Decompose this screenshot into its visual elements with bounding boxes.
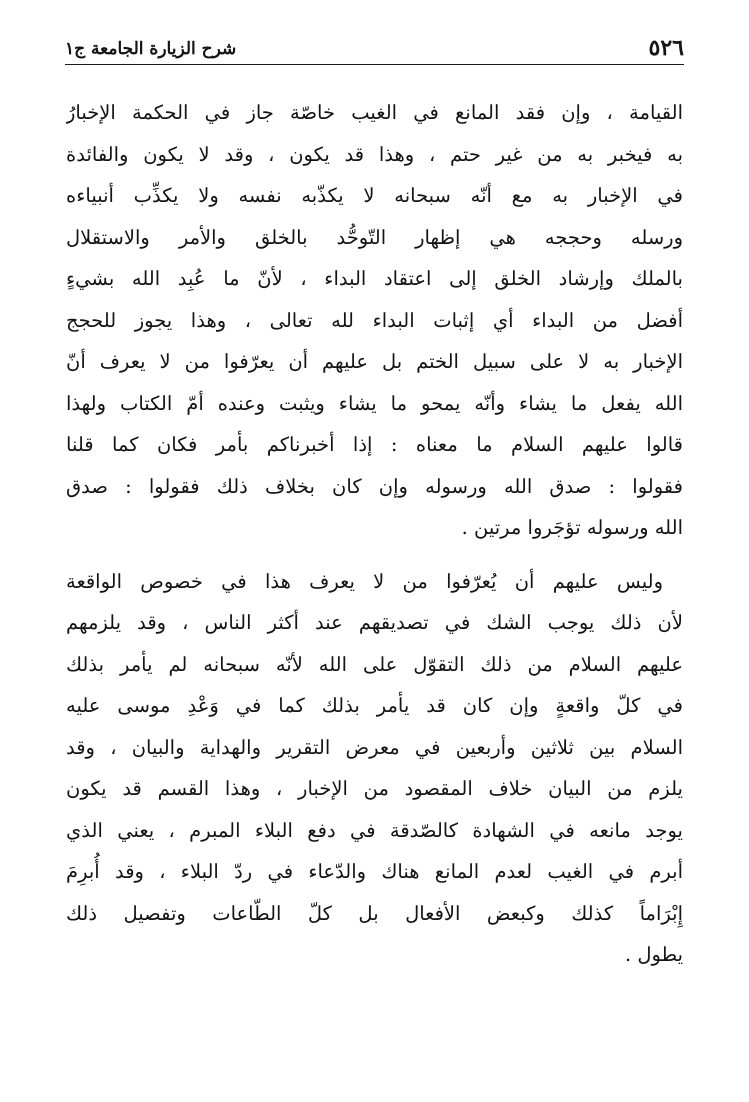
text-line: في الإخبار به مع أنّه سبحانه لا يكذّبه نفسه ولا يكذِّب أنبياءه: [66, 184, 683, 207]
page-number: ٥٢٦: [648, 35, 684, 61]
body-text: [66, 92, 683, 976]
text-line: لأن ذلك يوجب الشك في تصديقهم عند أكثر الناس ، وقد يلزمهم: [66, 611, 683, 634]
text-line: الإخبار به لا على سبيل الختم بل عليهم أن يعرّفوا من لا يعرف أنّ: [66, 350, 683, 373]
text-line: يوجد مانعه في الشهادة كالصّدقة في دفع البلاء المبرم ، يعني الذي: [66, 818, 683, 842]
paragraph-1: [66, 92, 683, 549]
text-line: به فيخبر به من غير حتم ، وهذا قد يكون ، وقد لا يكون والفائدة: [66, 142, 683, 166]
page-header: [65, 26, 684, 62]
text-line: وليس عليهم أن يُعرّفوا من لا يعرف هذا في خصوص الواقعة: [66, 569, 663, 593]
text-line: ورسله وحججه هي إظهار التّوحُّد بالخلق والأمر والاستقلال: [66, 225, 683, 249]
text-line: في كلّ واقعةٍ وإن كان قد يأمر بذلك كما في وَعْدِ موسى عليه: [66, 694, 683, 717]
text-line: أبرم في الغيب لعدم المانع هناك والدّعاء في ردّ البلاء ، وقد أُبرِمَ: [66, 860, 683, 883]
header-divider: [65, 64, 684, 65]
text-line: السلام بين ثلاثين وأربعين في معرض التقرير والهداية والبيان ، وقد: [66, 735, 683, 759]
text-line: قالوا عليهم السلام ما معناه : إذا أخبرناكم بأمر فكان كما قلنا: [66, 433, 683, 456]
text-line: إِبْرَاماً كذلك وكبعض الأفعال بل كلّ الطّاعات وتفصيل ذلك: [66, 901, 683, 925]
paragraph-2: [66, 561, 683, 976]
text-line: يلزم من البيان خلاف المقصود من الإخبار ، وهذا القسم قد يكون: [66, 777, 683, 800]
text-line: فقولوا : صدق الله ورسوله وإن كان بخلاف ذلك فقولوا : صدق: [66, 474, 683, 498]
running-title: شرح الزيارة الجامعة ج١: [65, 39, 237, 59]
text-line: الله يفعل ما يشاء وأنّه يمحو ما يشاء ويثبت وعنده أمّ الكتاب ولهذا: [66, 391, 683, 415]
text-line: القيامة ، وإن فقد المانع في الغيب خاصّة جاز في الحكمة الإخبارُ: [66, 101, 683, 124]
text-line: عليهم السلام من ذلك التقوّل على الله لأنّه سبحانه لم يأمر بذلك: [66, 652, 683, 676]
paragraph-gap: [66, 549, 683, 561]
text-line: الله ورسوله تؤجَروا مرتين .: [461, 516, 683, 539]
text-line: يطول .: [624, 943, 683, 966]
text-line: أفضل من البداء أي إثبات البداء لله تعالى ، وهذا يجوز للحجج: [66, 308, 683, 332]
text-line: بالملك وإرشاد الخلق إلى اعتقاد البداء ، لأنّ ما عُبِد الله بشيءٍ: [66, 267, 683, 290]
